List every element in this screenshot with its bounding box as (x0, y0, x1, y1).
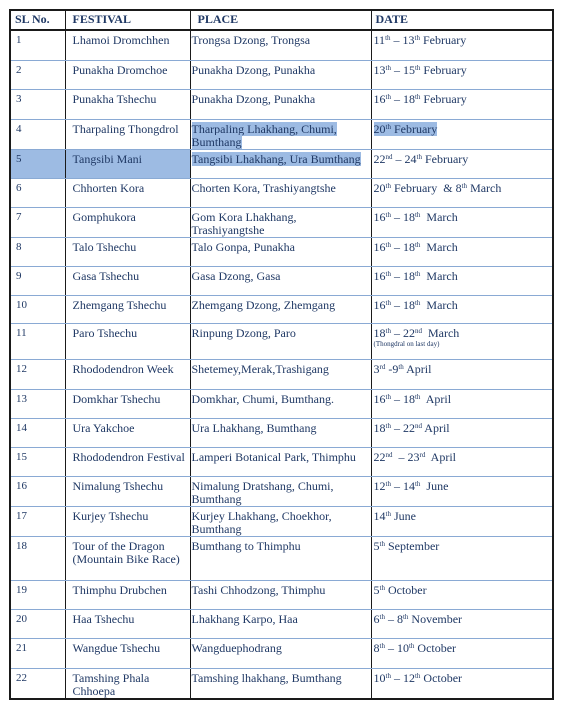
date-part: – 10 (384, 640, 409, 655)
date-cell (371, 237, 553, 266)
date-part: 16 (373, 209, 386, 224)
date-text (374, 298, 458, 312)
date-part: 16 (373, 297, 386, 312)
date-cell (371, 178, 553, 207)
festival-table (9, 9, 554, 700)
date-ordinal-suffix: th (398, 362, 404, 371)
date-part: 10 (373, 670, 386, 685)
date-ordinal-suffix: rd (419, 450, 426, 459)
date-cell (371, 536, 553, 580)
date-ordinal-suffix: th (414, 392, 421, 401)
date-cell (371, 447, 553, 476)
place-cell: Domkhar, Chumi, Bumthang. (190, 389, 371, 418)
table-row (10, 178, 553, 207)
date-part: 6 (373, 611, 380, 626)
date-ordinal-suffix: th (414, 34, 420, 42)
date-text (374, 583, 427, 597)
place-cell: Rinpung Dzong, Paro (190, 323, 371, 359)
place-cell: Zhemgang Dzong, Zhemgang (190, 295, 371, 323)
date-part: October (414, 640, 457, 655)
date-part: February (390, 121, 438, 136)
date-part: – 18 (390, 209, 415, 224)
festival-cell: Zhemgang Tshechu (65, 295, 190, 323)
date-cell (371, 638, 553, 668)
place-cell: Shetemey,Merak,Trashigang (190, 359, 371, 389)
table-row (10, 89, 553, 119)
place-cell: Ura Lhakhang, Bumthang (190, 418, 371, 447)
date-part: 16 (373, 91, 386, 106)
date-part: – 24 (392, 151, 417, 166)
festival-cell: Domkhar Tshechu (65, 389, 190, 418)
sl-no-cell: 21 (10, 638, 65, 668)
date-cell (371, 418, 553, 447)
date-text (374, 450, 457, 464)
festival-cell: Ura Yakchoe (65, 418, 190, 447)
sl-no-cell: 7 (10, 207, 65, 237)
date-ordinal-suffix: th (461, 181, 468, 190)
festival-cell: Haa Tshechu (65, 609, 190, 638)
date-cell (371, 389, 553, 418)
sl-no-cell: 14 (10, 418, 65, 447)
header-row (10, 10, 553, 30)
date-ordinal-suffix: th (385, 509, 391, 518)
date-cell (371, 359, 553, 389)
date-part: 5 (373, 582, 380, 597)
festival-cell: Thimphu Drubchen (65, 580, 190, 609)
festival-cell: Kurjey Tshechu (65, 506, 190, 536)
festival-cell: Punakha Dromchoe (65, 60, 190, 89)
date-ordinal-suffix: th (414, 240, 421, 249)
date-ordinal-suffix: th (379, 641, 385, 650)
table-row (10, 506, 553, 536)
sl-no-cell: 20 (10, 609, 65, 638)
date-note: (Thongdral on last day) (373, 339, 440, 348)
date-part: 20 (373, 121, 386, 136)
sl-no-cell: 18 (10, 536, 65, 580)
date-text (374, 362, 432, 376)
place-cell: Lamperi Botanical Park, Thimphu (190, 447, 371, 476)
table-row (10, 536, 553, 580)
date-part: – 8 (384, 611, 403, 626)
date-text (374, 122, 438, 136)
date-cell (371, 207, 553, 237)
date-text (374, 63, 467, 77)
table-row (10, 207, 553, 237)
date-ordinal-suffix: th (385, 240, 391, 249)
place-cell: Punakha Dzong, Punakha (190, 60, 371, 89)
date-part: October (420, 670, 463, 685)
table-row (10, 580, 553, 609)
date-part: 18 (373, 420, 386, 435)
date-part: February (420, 62, 467, 77)
date-cell (371, 119, 553, 149)
date-part: April (421, 420, 450, 435)
sl-no-cell: 8 (10, 237, 65, 266)
sl-no-cell: 22 (10, 668, 65, 699)
date-ordinal-suffix: th (414, 63, 421, 72)
date-text (374, 269, 458, 283)
date-text (374, 421, 450, 435)
festival-cell: Chhorten Kora (65, 178, 190, 207)
table-row (10, 668, 553, 699)
sl-no-cell: 13 (10, 389, 65, 418)
date-part: – 15 (390, 62, 415, 77)
date-ordinal-suffix: th (414, 92, 421, 101)
date-cell (371, 668, 553, 699)
date-part: 8 (373, 640, 380, 655)
date-part: – 18 (390, 239, 415, 254)
date-ordinal-suffix: th (379, 612, 385, 621)
sl-no-cell: 3 (10, 89, 65, 119)
date-ordinal-suffix: th (385, 392, 391, 401)
date-text (374, 326, 460, 340)
date-part: March (420, 239, 458, 254)
date-part: 16 (373, 391, 386, 406)
date-part: 13 (373, 62, 386, 77)
date-ordinal-suffix: nd (385, 152, 393, 161)
date-part: – 18 (390, 91, 415, 106)
table-row (10, 266, 553, 295)
date-part: March (420, 268, 458, 283)
date-text (374, 210, 458, 224)
date-ordinal-suffix: th (402, 612, 409, 621)
date-part: June (420, 478, 449, 493)
sl-no-cell: 9 (10, 266, 65, 295)
date-part: October (384, 582, 427, 597)
date-ordinal-suffix: th (414, 671, 421, 680)
date-text (374, 240, 458, 254)
date-part: – 22 (390, 325, 415, 340)
date-ordinal-suffix: th (385, 210, 391, 219)
table-row (10, 149, 553, 178)
date-ordinal-suffix: rd (379, 362, 386, 371)
place-cell (190, 119, 371, 149)
date-part: April (425, 449, 457, 464)
table-row (10, 476, 553, 506)
date-ordinal-suffix: th (414, 269, 421, 278)
festival-cell: Talo Tshechu (65, 237, 190, 266)
festival-cell: Punakha Tshechu (65, 89, 190, 119)
date-part: April (420, 391, 452, 406)
date-text (374, 92, 467, 106)
table-row (10, 323, 553, 359)
sl-no-cell: 11 (10, 323, 65, 359)
place-cell: Gom Kora Lhakhang, Trashiyangtshe (190, 207, 371, 237)
date-cell (371, 580, 553, 609)
sl-no-cell: 19 (10, 580, 65, 609)
date-text (374, 671, 463, 685)
place-cell: Talo Gonpa, Punakha (190, 237, 371, 266)
date-ordinal-suffix: th (414, 298, 421, 307)
date-part: -9 (385, 361, 399, 376)
date-text (374, 152, 469, 166)
header-date: DATE (371, 10, 553, 30)
date-part: 22 (373, 449, 386, 464)
date-text (374, 612, 463, 626)
date-ordinal-suffix: th (385, 298, 391, 307)
festival-cell: Rhododendron Week (65, 359, 190, 389)
date-ordinal-suffix: th (414, 479, 421, 488)
date-part: 12 (373, 478, 386, 493)
table-row (10, 447, 553, 476)
sl-no-cell: 4 (10, 119, 65, 149)
date-part: February & 8 (390, 180, 462, 195)
date-part: November (408, 611, 463, 626)
date-part: – 18 (390, 391, 415, 406)
date-part: – 12 (390, 670, 415, 685)
festival-cell: Rhododendron Festival (65, 447, 190, 476)
date-text (374, 509, 416, 523)
date-ordinal-suffix: th (379, 583, 385, 592)
table-row (10, 609, 553, 638)
date-ordinal-suffix: th (416, 152, 422, 161)
date-part: February (420, 91, 467, 106)
date-text (374, 641, 457, 655)
date-part: – 13 (390, 33, 415, 47)
sl-no-cell: 2 (10, 60, 65, 89)
date-part: 11 (373, 33, 386, 47)
date-ordinal-suffix: nd (414, 326, 422, 335)
date-ordinal-suffix: nd (385, 450, 393, 459)
date-cell (371, 266, 553, 295)
festival-cell: Nimalung Tshechu (65, 476, 190, 506)
festival-cell: Gomphukora (65, 207, 190, 237)
sl-no-cell: 5 (10, 149, 65, 178)
date-part: 3 (373, 361, 380, 376)
date-ordinal-suffix: th (385, 326, 391, 335)
date-cell (371, 149, 553, 178)
date-cell (371, 60, 553, 89)
date-part: 5 (373, 538, 380, 553)
table-row (10, 30, 553, 60)
table-row (10, 418, 553, 447)
festival-cell: Tamshing Phala Chhoepa (65, 668, 190, 699)
date-part: March (421, 325, 460, 340)
date-ordinal-suffix: th (408, 641, 415, 650)
festival-cell: Tangsibi Mani (65, 149, 190, 178)
selection-highlight: Tharpaling Lhakhang, Chumi, Bumthang (191, 121, 337, 149)
date-ordinal-suffix: th (385, 122, 391, 131)
place-cell: Tashi Chhodzong, Thimphu (190, 580, 371, 609)
date-text (374, 33, 467, 47)
place-cell: Trongsa Dzong, Trongsa (190, 30, 371, 60)
table-row (10, 295, 553, 323)
date-part: February (419, 33, 467, 47)
date-part: 16 (373, 268, 386, 283)
date-cell (371, 476, 553, 506)
date-ordinal-suffix: th (385, 671, 391, 680)
festival-cell: Lhamoi Dromchhen (65, 30, 190, 60)
date-part: 14 (373, 508, 386, 523)
place-cell: Tamshing lhakhang, Bumthang (190, 668, 371, 699)
table-row (10, 119, 553, 149)
table-row (10, 638, 553, 668)
place-cell: Chorten Kora, Trashiyangtshe (190, 178, 371, 207)
place-cell: Bumthang to Thimphu (190, 536, 371, 580)
date-ordinal-suffix: th (385, 63, 391, 72)
date-ordinal-suffix: th (414, 210, 421, 219)
sl-no-cell: 12 (10, 359, 65, 389)
date-cell (371, 323, 553, 359)
date-part: 22 (373, 151, 386, 166)
date-ordinal-suffix: nd (414, 421, 422, 430)
date-text (374, 539, 440, 553)
date-text (374, 181, 502, 195)
sl-no-cell: 17 (10, 506, 65, 536)
date-ordinal-suffix: th (385, 181, 391, 190)
date-ordinal-suffix: th (385, 92, 391, 101)
sl-no-cell: 10 (10, 295, 65, 323)
sl-no-cell: 6 (10, 178, 65, 207)
date-part: – 18 (390, 268, 415, 283)
date-ordinal-suffix: th (379, 539, 385, 548)
date-text (374, 479, 449, 493)
place-cell: Lhakhang Karpo, Haa (190, 609, 371, 638)
sl-no-cell: 16 (10, 476, 65, 506)
date-part: 18 (373, 325, 386, 340)
place-cell: Punakha Dzong, Punakha (190, 89, 371, 119)
date-part: – 23 (392, 449, 420, 464)
date-cell (371, 609, 553, 638)
festival-cell: Tharpaling Thongdrol (65, 119, 190, 149)
date-ordinal-suffix: th (385, 421, 391, 430)
date-part: March (420, 297, 458, 312)
date-part: April (403, 361, 432, 376)
date-part: – 18 (390, 297, 415, 312)
place-cell: Kurjey Lhakhang, Choekhor, Bumthang (190, 506, 371, 536)
date-cell (371, 89, 553, 119)
date-part: 16 (373, 239, 386, 254)
festival-cell: Paro Tshechu (65, 323, 190, 359)
date-ordinal-suffix: th (385, 269, 391, 278)
festival-cell: Tour of the Dragon (Mountain Bike Race) (65, 536, 190, 580)
date-part: June (390, 508, 416, 523)
header-place: PLACE (190, 10, 371, 30)
date-cell (371, 295, 553, 323)
sl-no-cell: 15 (10, 447, 65, 476)
date-part: September (384, 538, 440, 553)
place-cell: Nimalung Dratshang, Chumi, Bumthang (190, 476, 371, 506)
date-text (374, 392, 452, 406)
table-row (10, 60, 553, 89)
header-sl-no: SL No. (10, 10, 65, 30)
sl-no-cell: 1 (10, 30, 65, 60)
date-cell (371, 30, 553, 60)
date-part: – 22 (390, 420, 415, 435)
table-row (10, 389, 553, 418)
date-part: – 14 (390, 478, 415, 493)
selection-highlight: Tangsibi Lhakhang, Ura Bumthang (191, 151, 361, 166)
date-cell (371, 506, 553, 536)
date-part: March (467, 180, 502, 195)
date-part: March (420, 209, 458, 224)
date-ordinal-suffix: th (385, 34, 391, 42)
date-ordinal-suffix: th (385, 479, 391, 488)
date-part: 20 (373, 180, 386, 195)
place-cell (190, 149, 371, 178)
table-row (10, 237, 553, 266)
place-cell: Wangduephodrang (190, 638, 371, 668)
table-row (10, 359, 553, 389)
place-cell: Gasa Dzong, Gasa (190, 266, 371, 295)
festival-cell: Gasa Tshechu (65, 266, 190, 295)
date-part: February (421, 151, 469, 166)
header-festival: FESTIVAL (65, 10, 190, 30)
festival-cell: Wangdue Tshechu (65, 638, 190, 668)
